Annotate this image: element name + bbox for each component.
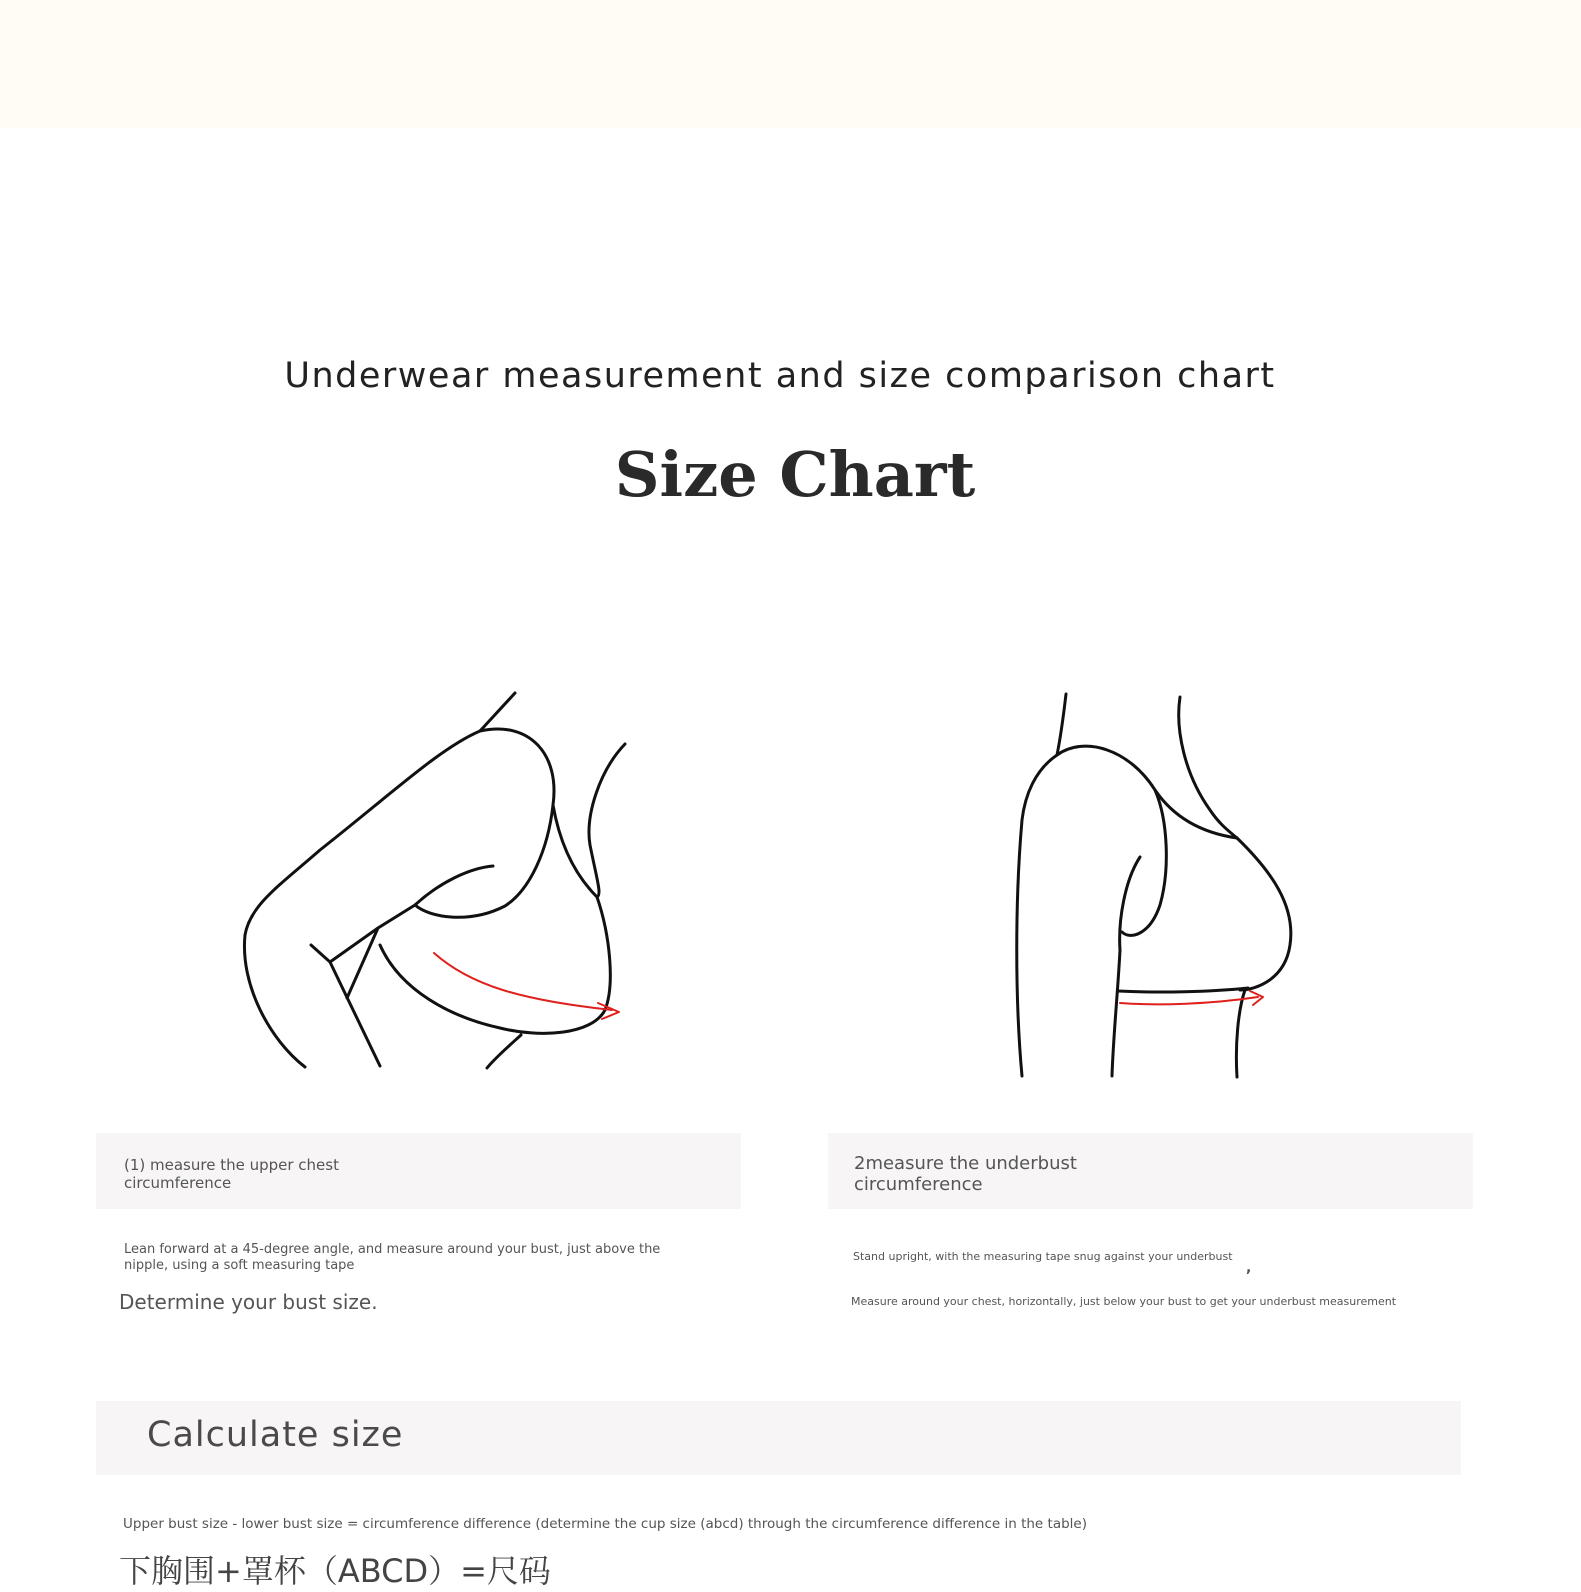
page-subtitle: Underwear measurement and size comparison chart xyxy=(284,356,1276,396)
step-1-label-box xyxy=(96,1133,741,1209)
underbust-illustration xyxy=(1000,680,1310,1090)
step-2-label-line2: circumference xyxy=(854,1174,983,1195)
page-title: Size Chart xyxy=(614,438,976,511)
calculate-size-title: Calculate size xyxy=(147,1415,404,1455)
step-1-label-line2: circumference xyxy=(124,1174,232,1192)
step-1-label: (1) measure the upper chest xyxy=(124,1156,339,1174)
top-band xyxy=(0,0,1581,128)
step-1-description-line2: nipple, using a soft measuring tape xyxy=(124,1258,355,1273)
step-2-description-line1: Stand upright, with the measuring tape snug against your underbust xyxy=(853,1250,1233,1263)
step-2-label: 2measure the underbust xyxy=(854,1153,1077,1174)
step-2-description-line2: Measure around your chest, horizontally, just below your bust to get your underbust measurement xyxy=(851,1295,1397,1308)
upper-bust-illustration xyxy=(220,680,660,1090)
step-2-label-box xyxy=(828,1133,1473,1209)
step-1-description-line1: Lean forward at a 45-degree angle, and measure around your bust, just above the xyxy=(124,1242,661,1257)
calculate-formula: Upper bust size - lower bust size = circumference difference (determine the cup size (abcd) through the circumference difference in the table) xyxy=(123,1516,1087,1532)
step-2-description-mark: , xyxy=(1246,1260,1252,1276)
calculate-partial-line: 下胸围+罩杯（ABCD）=尺码 xyxy=(119,1552,551,1590)
step-1-result: Determine your bust size. xyxy=(119,1290,378,1314)
calculate-size-box xyxy=(96,1401,1461,1475)
